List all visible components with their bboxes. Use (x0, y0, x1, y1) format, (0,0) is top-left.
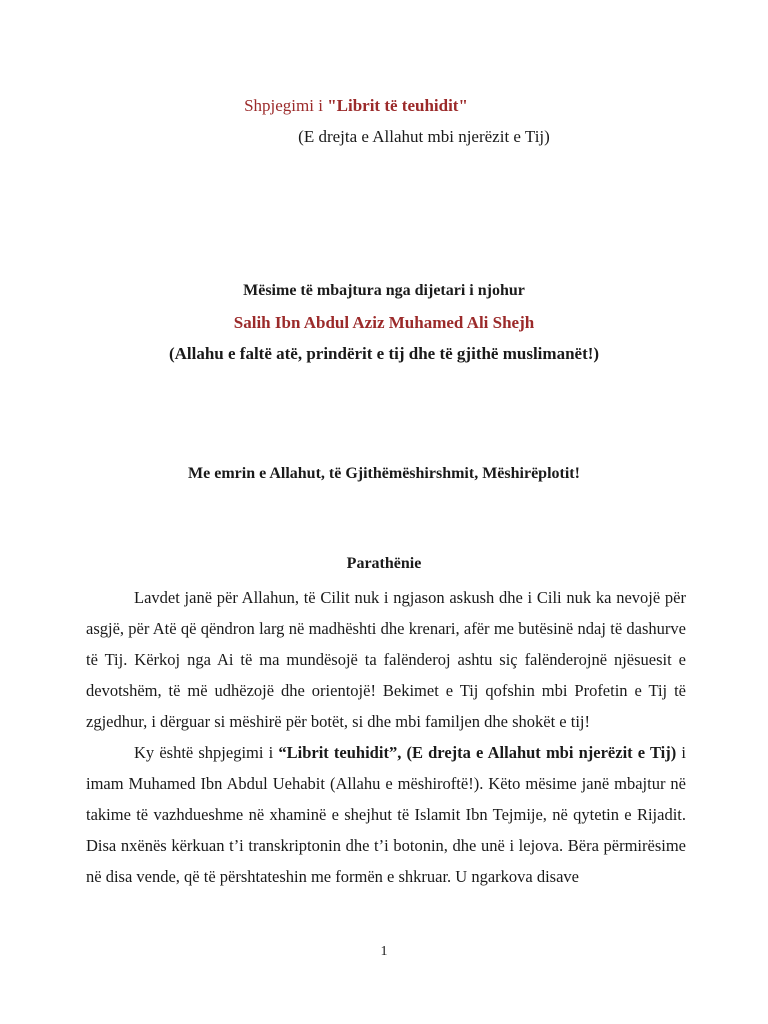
book-subtitle: (E drejta e Allahut mbi njerëzit e Tij) (298, 127, 550, 146)
lectures-line: Mësime të mbajtura nga dijetari i njohur (243, 282, 525, 299)
preface-paragraph-1: Lavdet janë për Allahun, të Cilit nuk i ngjason askush dhe i Cili nuk ka nevojë për asgjë, për Atë që qëndron larg në madhështi dhe krenari, afër me butësinë ndaj të dashurve të Tij. Kërkoj nga Ai të ma mundësojë ta falënderoj ashtu siç falënderojnë njësuesit e devotshëm, të më udhëzojë dhe orientojë! Bekimet e Tij qofshin mbi Profetin e Tij të zgjedhur, i dërguar si mëshirë për botët, si dhe mbi familjen dhe shokët e tij! (86, 588, 686, 731)
basmala-line: Me emrin e Allahut, të Gjithëmëshirshmit, Mëshirëplotit! (188, 465, 580, 482)
paragraph-2-book-title: “Librit teuhidit”, (E drejta e Allahut mbi njerëzit e Tij) (278, 743, 677, 762)
preface-paragraph-2 (86, 737, 686, 892)
page-number: 1 (380, 944, 388, 959)
title-prefix: Shpjegimi i (244, 96, 328, 115)
book-title (0, 96, 740, 116)
title-quoted: "Librit të teuhidit" (327, 96, 468, 115)
blessing-line: (Allahu e faltë atë, prindërit e tij dhe të gjithë muslimanët!) (168, 344, 600, 363)
preface-body (86, 582, 686, 892)
paragraph-2-rest: i imam Muhamed Ibn Abdul Uehabit (Allahu e mëshiroftë!). Këto mësime janë mbajtur në takime të vazhdueshme në xhaminë e shejhut të Islamit Ibn Tejmije, në qytetin e Rijadit. Disa nxënës kërkuan t’i transkriptonin dhe t’i botonin, dhe unë i lejova. Bëra përmirësime në disa vende, që të përshtateshin me formën e shkruar. U ngarkova disave (86, 743, 687, 886)
preface-heading: Parathënie (346, 555, 422, 572)
paragraph-2-intro: Ky është shpjegimi i (134, 743, 279, 762)
author-name: Salih Ibn Abdul Aziz Muhamed Ali Shejh (233, 313, 535, 332)
